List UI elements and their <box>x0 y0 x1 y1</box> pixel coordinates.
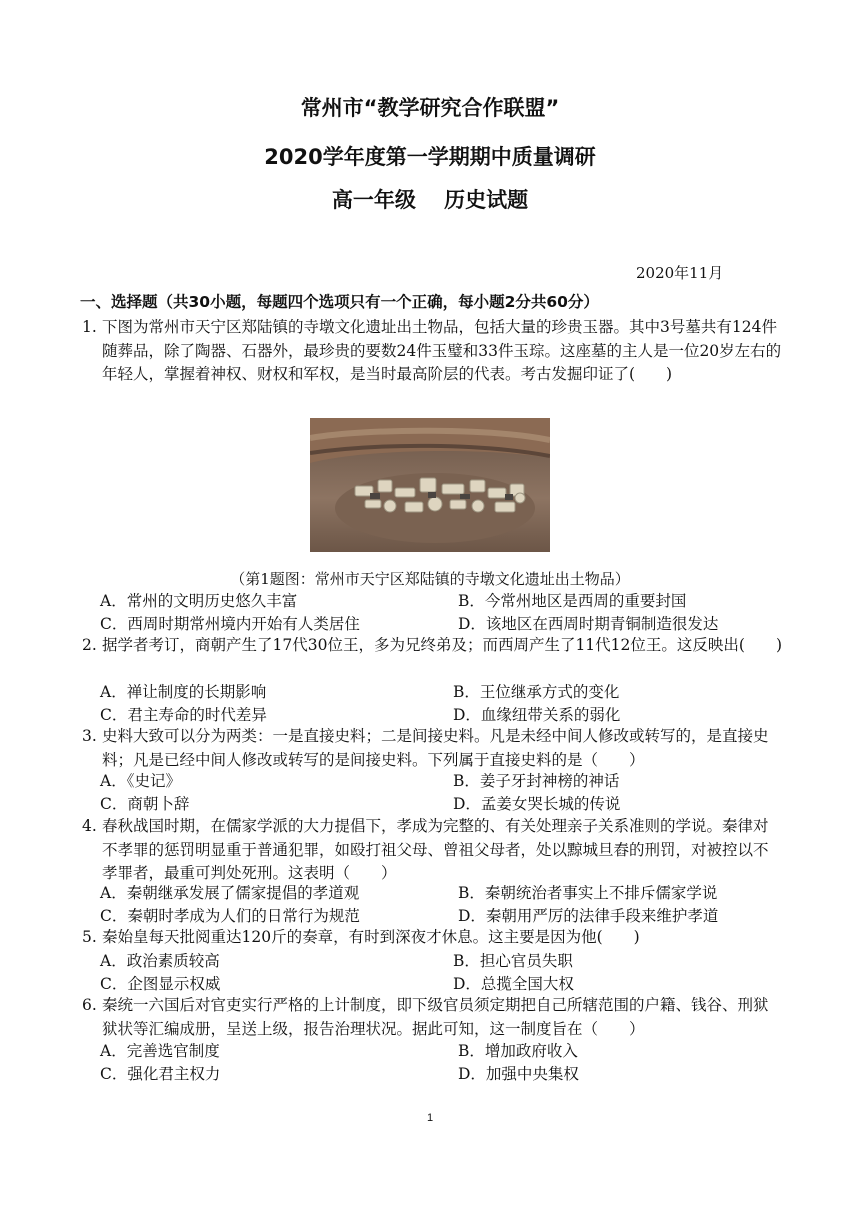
header-title-3: 高一年级 历史试题 <box>331 188 529 212</box>
q1-option-c: C．西周时期常州境内开始有人类居住 <box>100 615 360 633</box>
q6-option-c: C．强化君主权力 <box>100 1065 221 1083</box>
question-3 <box>82 725 782 772</box>
question-text: 秦始皇每天批阅重达120斤的奏章，有时到深夜才休息。这主要是因为他( ) <box>102 928 640 946</box>
q5-option-c: C．企图显示权威 <box>100 975 221 993</box>
q2-option-b: B．王位继承方式的变化 <box>453 683 620 701</box>
question-number: 2. <box>82 636 97 654</box>
q4-option-a: A．秦朝继承发展了儒家提倡的孝道观 <box>100 884 360 902</box>
question-5 <box>82 926 782 950</box>
q2-option-c: C．君主寿命的时代差异 <box>100 706 267 724</box>
question-4 <box>82 815 782 886</box>
question-text: 秦统一六国后对官吏实行严格的上计制度，即下级官员须定期把自己所辖范围的户籍、钱谷、刑狱狱状等汇编成册，呈送上级，报告治理状况。据此可知，这一制度旨在（ ） <box>102 996 769 1038</box>
question-number: 5. <box>82 928 97 946</box>
question-number: 6. <box>82 996 97 1014</box>
question-text: 据学者考订，商朝产生了17代30位王，多为兄终弟及；而西周产生了11代12位王。这反映出( ) <box>102 636 782 654</box>
question-6 <box>82 994 782 1041</box>
exam-date: 2020年11月 <box>636 264 724 282</box>
q3-option-b: B．姜子牙封神榜的神话 <box>453 772 620 790</box>
q6-option-b: B．增加政府收入 <box>458 1042 578 1060</box>
q1-option-b: B．今常州地区是西周的重要封国 <box>458 592 687 610</box>
question-number: 3. <box>82 727 97 745</box>
q3-option-a: A．《史记》 <box>100 772 181 790</box>
q3-option-d: D．孟姜女哭长城的传说 <box>453 795 621 813</box>
q2-option-d: D．血缘纽带关系的弱化 <box>453 706 621 724</box>
question-text: 下图为常州市天宁区郑陆镇的寺墩文化遗址出土物品，包括大量的珍贵玉器。其中3号墓共有124件随葬品，除了陶器、石器外，最珍贵的要数24件玉璧和33件玉琮。这座墓的主人是一位20岁左右的年轻人，掌握着神权、财权和军权，是当时最高阶层的代表。考古发掘印证了( ) <box>102 318 782 383</box>
question-1 <box>82 316 782 387</box>
section-title: 一、选择题（共30小题，每题四个选项只有一个正确，每小题2分共60分） <box>80 293 599 311</box>
q4-option-c: C．秦朝时孝成为人们的日常行为规范 <box>100 907 360 925</box>
header-title-1: 常州市“教学研究合作联盟” <box>300 96 560 120</box>
q6-option-d: D．加强中央集权 <box>458 1065 579 1083</box>
page-number: 1 <box>426 1112 434 1124</box>
excavation-photo <box>310 418 550 552</box>
question-number: 4. <box>82 817 97 835</box>
q4-option-b: B．秦朝统治者事实上不排斥儒家学说 <box>458 884 718 902</box>
q1-option-d: D．该地区在西周时期青铜制造很发达 <box>458 615 719 633</box>
question-text: 春秋战国时期，在儒家学派的大力提倡下，孝成为完整的、有关处理亲子关系准则的学说。秦律对不孝罪的惩罚明显重于普通犯罪，如殴打祖父母、曾祖父母者，处以黥城旦舂的刑罚，对被控以不孝罪者，最重可判处死刑。这表明（ ） <box>102 817 769 882</box>
q2-option-a: A．禅让制度的长期影响 <box>100 683 267 701</box>
q5-option-b: B．担心官员失职 <box>453 952 573 970</box>
q3-option-c: C．商朝卜辞 <box>100 795 190 813</box>
question-number: 1. <box>82 318 97 336</box>
q5-option-d: D．总揽全国大权 <box>453 975 574 993</box>
header-title-2: 2020学年度第一学期期中质量调研 <box>264 145 596 169</box>
q6-option-a: A．完善选官制度 <box>100 1042 220 1060</box>
q5-option-a: A．政治素质较高 <box>100 952 220 970</box>
question-2 <box>82 634 782 658</box>
q1-option-a: A．常州的文明历史悠久丰富 <box>100 592 298 610</box>
q4-option-d: D．秦朝用严厉的法律手段来维护孝道 <box>458 907 719 925</box>
question-text: 史料大致可以分为两类：一是直接史料；二是间接史料。凡是未经中间人修改或转写的，是直接史料；凡是已经中间人修改或转写的是间接史料。下列属于直接史料的是（ ） <box>102 727 769 769</box>
figure-caption: （第1题图：常州市天宁区郑陆镇的寺墩文化遗址出土物品） <box>230 570 630 588</box>
